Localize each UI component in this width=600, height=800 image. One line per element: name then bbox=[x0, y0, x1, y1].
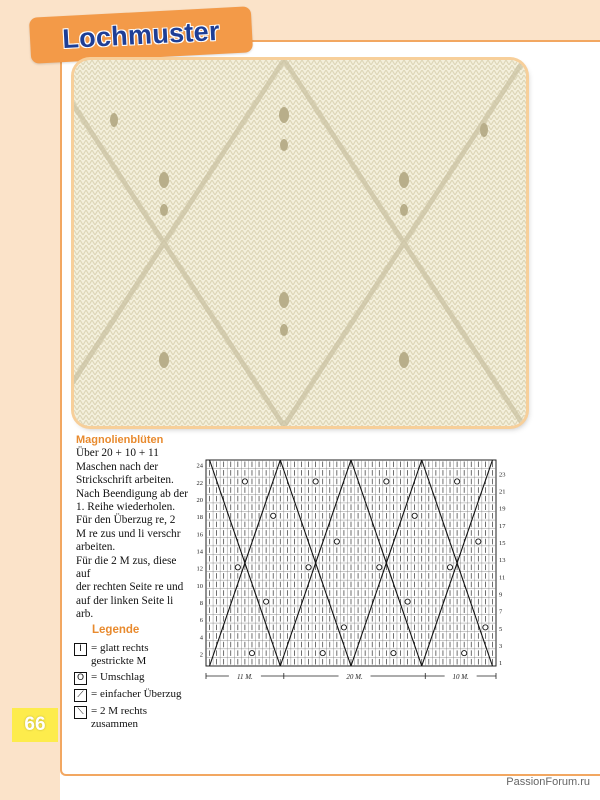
row-label-right: 9 bbox=[499, 591, 503, 599]
legend-text: = glatt rechts gestrickte M bbox=[91, 642, 149, 667]
legend-text: = einfacher Überzug bbox=[91, 688, 182, 700]
legend-text: = 2 M rechts zusammen bbox=[91, 705, 147, 730]
page-number: 66 bbox=[12, 708, 58, 742]
knitting-chart bbox=[190, 446, 512, 692]
description-line: auf der linken Seite li arb. bbox=[76, 594, 174, 621]
row-label-right: 19 bbox=[499, 505, 506, 513]
legend-title: Legende bbox=[92, 624, 140, 636]
yarn-over-mark bbox=[476, 539, 481, 544]
yarn-over-mark bbox=[377, 565, 382, 570]
yarn-over-mark bbox=[462, 651, 467, 656]
description-line: 1. Reihe wiederholen. bbox=[76, 501, 176, 514]
row-label-left: 24 bbox=[196, 462, 203, 470]
row-label-right: 21 bbox=[499, 488, 506, 496]
row-label-right: 5 bbox=[499, 625, 503, 633]
row-label-left: 16 bbox=[196, 531, 203, 539]
yarn-over-mark bbox=[412, 513, 417, 518]
skp-decrease-icon: ⟋ bbox=[74, 689, 87, 702]
k2tog-icon: ⟍ bbox=[74, 706, 87, 719]
legend-text: = Umschlag bbox=[91, 671, 145, 683]
row-label-left: 14 bbox=[196, 548, 203, 556]
description-line: arbeiten. bbox=[76, 541, 116, 554]
yarn-over-mark bbox=[391, 651, 396, 656]
legend-item bbox=[74, 688, 194, 702]
repeat-label: 10 M. bbox=[452, 673, 469, 681]
yarn-over-mark bbox=[264, 599, 269, 604]
row-label-left: 18 bbox=[196, 514, 203, 522]
row-label-right: 3 bbox=[499, 642, 503, 650]
legend bbox=[74, 642, 194, 734]
yarn-over-mark bbox=[405, 599, 410, 604]
yarn-over-mark bbox=[313, 479, 318, 484]
description-line: der rechten Seite re und bbox=[76, 581, 184, 594]
yarn-over-mark bbox=[447, 565, 452, 570]
legend-item bbox=[74, 705, 194, 731]
row-label-right: 13 bbox=[499, 557, 506, 565]
row-label-left: 4 bbox=[199, 634, 203, 642]
pattern-description bbox=[76, 434, 188, 622]
yarn-over-mark bbox=[334, 539, 339, 544]
repeat-label: 20 M. bbox=[346, 673, 363, 681]
row-label-right: 1 bbox=[499, 660, 503, 668]
knit-sample-photo bbox=[74, 60, 526, 426]
description-line: Nach Beendigung ab der bbox=[76, 487, 188, 500]
row-label-left: 20 bbox=[196, 497, 203, 505]
row-label-left: 10 bbox=[196, 582, 203, 590]
row-label-left: 12 bbox=[196, 565, 203, 573]
pattern-heading: Magnolienblüten bbox=[76, 434, 164, 446]
yarn-over-mark bbox=[483, 625, 488, 630]
description-line: M re zus und li verschr bbox=[76, 527, 181, 540]
row-label-left: 6 bbox=[199, 617, 203, 625]
row-label-right: 17 bbox=[499, 522, 506, 530]
side-band bbox=[0, 0, 60, 800]
description-line: Für den Überzug re, 2 bbox=[76, 514, 176, 527]
yarn-over-mark bbox=[235, 565, 240, 570]
row-label-left: 2 bbox=[199, 651, 203, 659]
yarn-over-icon: O bbox=[74, 672, 87, 685]
yarn-over-mark bbox=[249, 651, 254, 656]
description-line: Für die 2 M zus, diese auf bbox=[76, 554, 177, 581]
legend-item bbox=[74, 671, 194, 685]
description-line: Über 20 + 10 + 11 bbox=[76, 447, 159, 460]
watermark: PassionForum.ru bbox=[506, 776, 590, 788]
yarn-over-mark bbox=[384, 479, 389, 484]
row-label-right: 11 bbox=[499, 574, 506, 582]
row-label-right: 23 bbox=[499, 471, 506, 479]
legend-item bbox=[74, 642, 194, 668]
yarn-over-mark bbox=[242, 479, 247, 484]
row-label-left: 22 bbox=[196, 479, 203, 487]
description-line: Maschen nach der bbox=[76, 460, 159, 473]
row-label-right: 7 bbox=[499, 608, 503, 616]
row-label-right: 15 bbox=[499, 539, 506, 547]
yarn-over-mark bbox=[306, 565, 311, 570]
repeat-label: 11 M. bbox=[236, 673, 253, 681]
page-title: Lochmuster bbox=[61, 15, 221, 54]
yarn-over-mark bbox=[320, 651, 325, 656]
yarn-over-mark bbox=[271, 513, 276, 518]
yarn-over-mark bbox=[341, 625, 346, 630]
description-line: Strickschrift arbeiten. bbox=[76, 474, 174, 487]
row-label-left: 8 bbox=[199, 600, 203, 608]
knit-stitch-icon: I bbox=[74, 643, 87, 656]
yarn-over-mark bbox=[454, 479, 459, 484]
